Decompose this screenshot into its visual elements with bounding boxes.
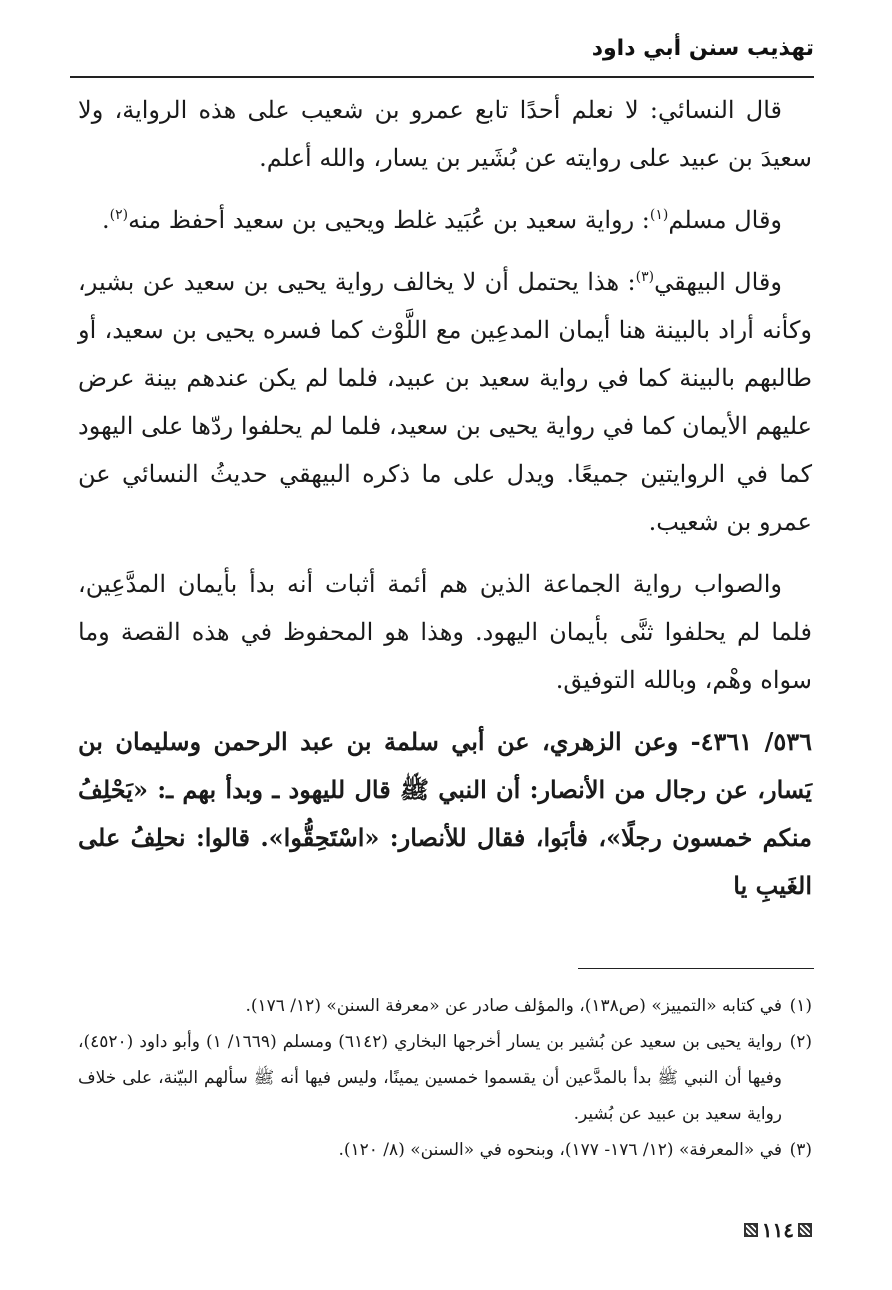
footnote-text: رواية يحيى بن سعيد عن بُشير بن يسار أخرجها البخاري (٦١٤٢) ومسلم (١٦٦٩/ ١) وأبو داود (٤٥٢٠)، وفيها أن النبي ﷺ بدأ بالمدَّعين أن يقسموا خمسين يمينًا، وليس فيها أنه ﷺ سألهم البيّنة، على خلاف رواية سعيد بن عبيد عن بُشير. <box>78 1032 782 1124</box>
footnote-2 <box>78 1024 812 1132</box>
footnote-number: (٢) <box>789 1032 812 1052</box>
footnote-ref-3[interactable]: (٣) <box>635 269 655 285</box>
paragraph-bayhaqi-text-a: وقال البيهقي <box>654 268 782 296</box>
footnote-number: (١) <box>789 996 812 1016</box>
paragraph-muslim-text-a: وقال مسلم <box>668 206 782 234</box>
hadith-text: ٥٣٦/ ٤٣٦١- وعن الزهري، عن أبي سلمة بن عبد الرحمن وسليمان بن يَسار، عن رجال من الأنصار: أن النبي ﷺ قال لليهود ـ وبدأ بهم ـ: «يَحْلِفُ منكم خمسون رجلًا»، فأبَوا، فقال للأنصار: «اسْتَحِقُّوا». قالوا: نحلِفُ على الغَيبِ يا <box>78 727 813 900</box>
paragraph-bayhaqi <box>78 258 812 546</box>
paragraph-muslim <box>78 196 812 244</box>
header-rule <box>70 76 814 78</box>
ornament-icon <box>744 1223 758 1237</box>
ornament-icon <box>798 1223 812 1237</box>
paragraph-bayhaqi-text-b: : هذا يحتمل أن لا يخالف رواية يحيى بن سعيد عن بشير، وكأنه أراد بالبينة هنا أيمان المدعِين مع اللَّوْث كما فسره يحيى بن سعيد، أو طالبهم بالبينة كما في رواية سعيد بن عبيد، فلما لم يكن عندهم بينة عرض عليهم الأيمان كما في رواية يحيى بن سعيد، فلما لم يحلفوا ردّها على اليهود كما في الروايتين جميعًا. ويدل على ما ذكره البيهقي حديثُ النسائي عن عمرو بن شعيب. <box>78 268 812 536</box>
paragraph-muslim-text-b: : رواية سعيد بن عُبَيد غلط ويحيى بن سعيد أحفظ منه <box>128 206 650 234</box>
footnote-text: في «المعرفة» (١٢/ ١٧٦- ١٧٧)، وبنحوه في «السنن» (٨/ ١٢٠). <box>338 1140 782 1160</box>
hadith-paragraph <box>78 718 812 910</box>
main-text <box>78 86 812 924</box>
footnote-number: (٣) <box>789 1140 812 1160</box>
footnote-ref-2[interactable]: (٢) <box>109 207 129 223</box>
page-number-block <box>744 1218 812 1242</box>
footnote-separator <box>578 968 814 969</box>
footnote-ref-1[interactable]: (١) <box>649 207 669 223</box>
paragraph-nasai-text: قال النسائي: لا نعلم أحدًا تابع عمرو بن شعيب على هذه الرواية، ولا سعيدَ بن عبيد على روايته عن بُشَير بن يسار، والله أعلم. <box>78 96 812 172</box>
footnote-1 <box>78 988 812 1024</box>
page-number: ١١٤ <box>761 1218 794 1242</box>
footnote-3 <box>78 1132 812 1168</box>
paragraph-sawab-text: والصواب رواية الجماعة الذين هم أئمة أثبات أنه بدأ بأيمان المدَّعِين، فلما لم يحلفوا ثنَّى بأيمان اليهود. وهذا هو المحفوظ في هذه القصة وما سواه وهْم، وبالله التوفيق. <box>78 570 812 694</box>
paragraph-sawab <box>78 560 812 704</box>
footnotes <box>78 988 812 1168</box>
paragraph-muslim-text-c: . <box>101 206 110 234</box>
paragraph-nasai <box>78 86 812 182</box>
running-title: تهذيب سنن أبي داود <box>591 36 814 61</box>
footnote-text: في كتابه «التمييز» (ص١٣٨)، والمؤلف صادر عن «معرفة السنن» (١٢/ ١٧٦). <box>245 996 782 1016</box>
